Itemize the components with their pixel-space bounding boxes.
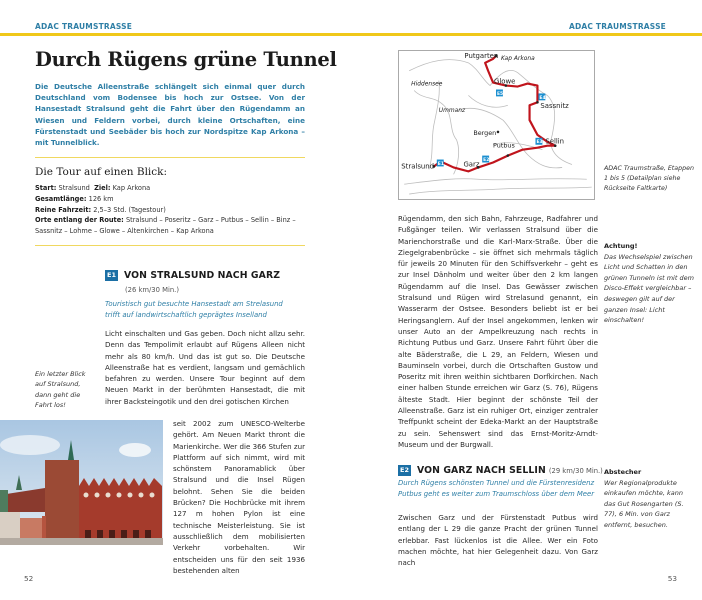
map-marker-e5: E5 — [496, 91, 504, 97]
tour-time — [35, 205, 305, 216]
route-map — [398, 50, 595, 200]
running-head: ADAC TRAUMSTRASSE — [568, 22, 666, 31]
goal-label: Ziel: — [94, 184, 111, 192]
tour-places — [35, 215, 305, 237]
goal-value: Kap Arkona — [112, 184, 151, 192]
length-label: Gesamtlänge: — [35, 194, 87, 203]
running-head: ADAC TRAUMSTRASSE — [35, 22, 133, 31]
length-value: 126 km — [88, 194, 114, 203]
stage-1-heading — [105, 270, 280, 281]
continued-text: Rügendamm, den sich Bahn, Fahrzeuge, Radfahrer und Fußgänger teilen. Wir verlassen Stralsund über die Marienchorstraße und die Karl-Marx-Straße. Über die Ziegelgrabenbrücke – sie öffnet sich mehrmals täglich für jeweils 20 Minuten für den Schiffsverkehr – geht es zur Insel Dänholm und weiter über den 2 km langen Rügendamm auf die Insel. Das Gewässer zwischen Stralsund und Rügen wird Strelasund genannt, ein Wasserarm der Ostsee. Besonders beliebt ist er bei Heringsanglern. Auf der Insel angekommen, lenken wir unser Auto an der Ampelkreuzung nach rechts in Richtung Putbus und Garz. Unsere Fahrt führt über die alte Bäderstraße, die L 29, an Feldern, Wiesen und Bauminseln vorbei, durch die Ortschaften Gustow und Poseritz mit ihren weithin sichtbaren Dorfkirchen. Nach einer halben Stunde erreichen wir Garz (S. 76), Rügens älteste Stadt. Hier beginnt der schönste Teil der Alleenstraße. Garz ist ein ruhiger Ort, einziger zentraler Treffpunkt scheint der Edeka-Markt an der Hauptstraße zu sein. Sehenswert sind das Ernst-Moritz-Arndt-Museum und der Burgwall. — [398, 214, 598, 449]
stage-subtitle: Touristisch gut besuchte Hansestadt am Strelasund trifft auf landwirtschaftlich geprägtes Inselland — [105, 300, 283, 320]
tour-summary-heading: Die Tour auf einen Blick: — [35, 166, 168, 178]
map-caption: ADAC Traumstraße, Etappen 1 bis 5 (Detailplan siehe Rückseite Faltkarte) — [604, 165, 694, 193]
map-label-ummanz: Ummanz — [438, 108, 466, 115]
tour-summary-box — [35, 157, 305, 246]
map-svg — [399, 51, 594, 199]
stage-distance: (26 km/30 Min.) — [125, 286, 179, 294]
map-label-stralsund: Stralsund — [401, 162, 435, 171]
tour-start-goal — [35, 183, 305, 194]
map-label-sellin: Sellin — [545, 137, 565, 146]
start-value: Stralsund — [58, 184, 90, 192]
map-marker-e3: E3 — [536, 140, 543, 146]
map-label-putgarten: Putgarten — [464, 51, 499, 60]
stage-distance: (29 km/30 Min.) — [548, 466, 603, 475]
stage-title: VON STRALSUND NACH GARZ — [123, 270, 281, 281]
note-abstecher-title: Abstecher — [604, 468, 642, 476]
map-label-bergen: Bergen — [473, 128, 497, 137]
intro-paragraph: Die Deutsche Alleenstraße schlängelt sich einmal quer durch Deutschland vom Bodensee bis hoch zur Ostsee. Von der Hansestadt Stralsund geht die Fahrt über den Rügendamm an Wiesen und Feldern vorbei, durch kleine Ortschaften, eine Fürstenstadt und Seebäder bis hoch zur Nordspitze Kap Arkona – mit Tunnelblick. — [35, 82, 305, 148]
stage-2-heading — [398, 465, 603, 476]
map-label-hiddensee: Hiddensee — [411, 81, 443, 88]
header-rule — [351, 33, 702, 36]
page-title: Durch Rügens grüne Tunnel — [35, 48, 337, 71]
map-label-putbus: Putbus — [493, 141, 515, 150]
stage-subtitle: Durch Rügens schönsten Tunnel und die Fürstenresidenz Putbus geht es weiter zum Traumschloss über dem Meer — [398, 479, 595, 499]
places-value: Stralsund – Poseritz – Garz – Putbus – Sellin – Binz – Sassnitz – Lohme – Glowe – Altenkirchen – Kap Arkona — [35, 216, 296, 236]
header-rule — [0, 33, 351, 36]
places-label: Orte entlang der Route: — [35, 216, 124, 225]
map-label-garz: Garz — [463, 160, 480, 169]
map-marker-e2: E2 — [483, 158, 490, 164]
map-label-kap-arkona: Kap Arkona — [500, 55, 535, 62]
map-marker-e4: E4 — [539, 95, 546, 101]
stage-badge: E2 — [400, 466, 409, 474]
map-label-sassnitz: Sassnitz — [540, 102, 569, 111]
start-label: Start: — [35, 184, 57, 192]
stage-1-text-bottom: seit 2002 zum UNESCO-Welterbe gehört. Am Neuen Markt thront die Marienkirche. Wer die 366 Stufen zur Plattform auf sich nimmt, wird mit schönstem Panoramablick über Stralsund und die Insel Rügen belohnt. Sehen Sie die beiden Brücken? Die Hochbrücke mit ihrem 127 m hohen Pylon ist eine technische Meisterleistung. Sie ist ausschließlich dem mobilisierten Verkehr vorbehalten. Wir entscheiden uns für den seit 1936 bestehenden alten — [173, 419, 305, 575]
note-abstecher — [604, 467, 696, 531]
note-achtung — [604, 241, 696, 326]
page-number: 52 — [24, 574, 34, 583]
right-page — [351, 0, 702, 600]
time-value: 2,5–3 Std. (Tagestour) — [93, 205, 166, 214]
photo-caption: Ein letzter Blick auf Stralsund, dann geht die Fahrt los! — [35, 370, 86, 409]
note-achtung-title: Achtung! — [604, 242, 638, 250]
map-label-glowe: Glowe — [494, 77, 516, 86]
stage-title: VON GARZ NACH SELLIN — [416, 465, 546, 476]
note-abstecher-text: Wer Regionalprodukte einkaufen möchte, kann das Gut Rosengarten (S. 77), 6 Min. von Garz entfernt, besuchen. — [604, 478, 684, 529]
stage-badge: E1 — [107, 271, 116, 279]
stralsund-photo — [0, 420, 163, 545]
page-number: 53 — [667, 574, 677, 583]
stage-1-text-top: Licht einschalten und Gas geben. Doch nicht allzu sehr. Denn das Tempolimit erlaubt auf Rügens Alleen nicht mehr als 80 km/h. Und das ist gut so. Die Deutsche Alleenstraße hat es verdient, langsam und gemächlich befahren zu werden. Unsere Tour beginnt auf dem Neuen Markt in der berühmten Hansestadt, die mit ihrer Backsteingotik und den drei gotischen Kirchen — [105, 329, 305, 406]
tour-length — [35, 194, 305, 205]
stage-2-text: Zwischen Garz und der Fürstenstadt Putbus wird entlang der L 29 die ganze Pracht der grünen Tunnel erlebbar. Fast lückenlos ist die Allee. Wer ein Foto machen möchte, hat hier Gelegenheit dazu. Von Garz nach — [398, 513, 598, 568]
note-achtung-text: Das Wechselspiel zwischen Licht und Schatten in den grünen Tunneln ist mit dem Disco-Effekt vergleichbar – deswegen gilt auf der ganzen Insel: Licht einschalten! — [604, 252, 694, 325]
map-marker-e1: E1 — [437, 161, 444, 167]
time-label: Reine Fahrzeit: — [35, 205, 92, 214]
